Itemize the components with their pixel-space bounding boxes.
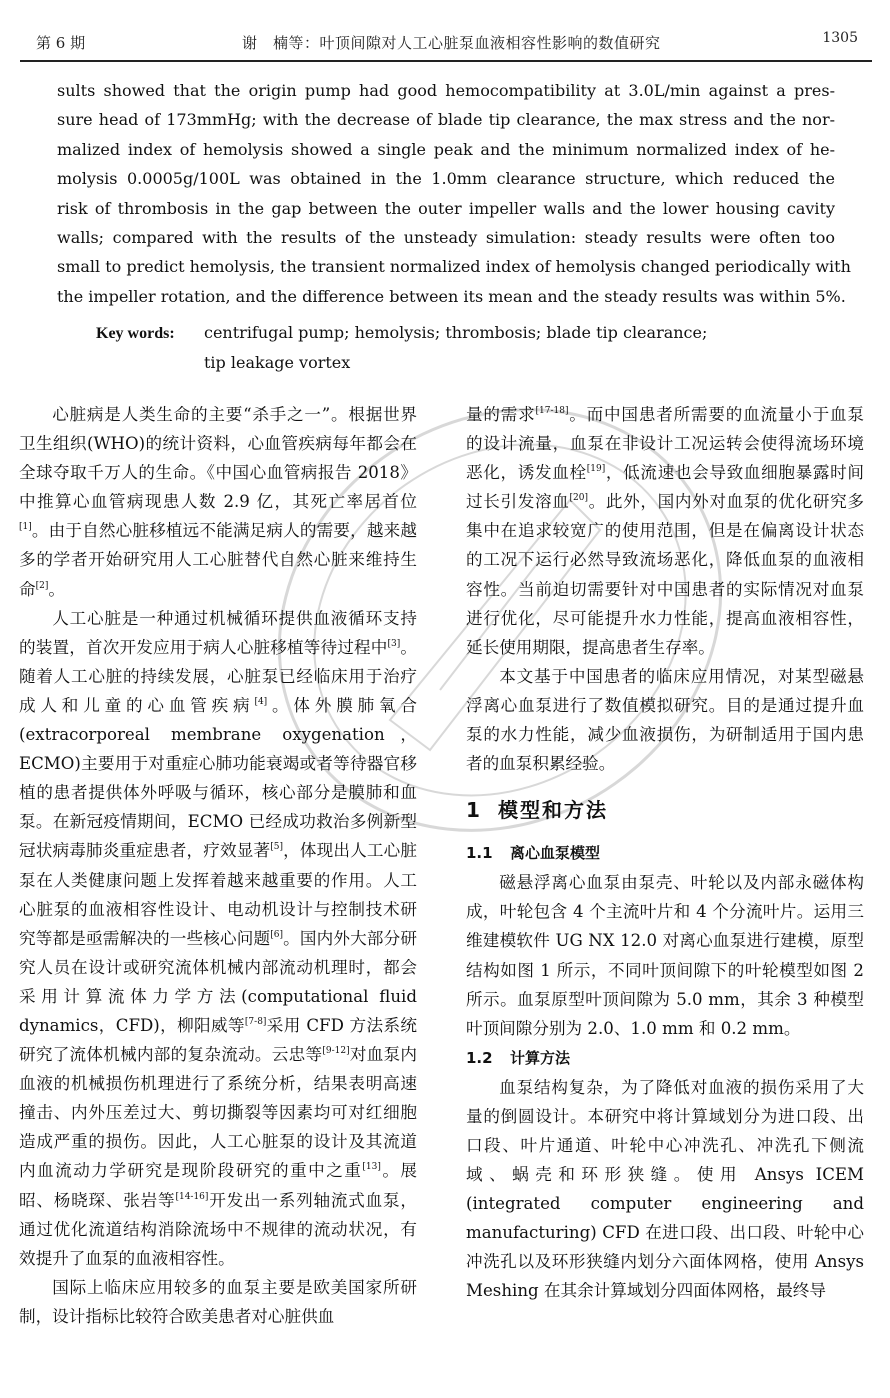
keywords-list: centrifugal pump; hemolysis; thrombosis; blade tip clearance; bbox=[204, 323, 708, 342]
abstract-line: walls; compared with the results of the unsteady simulation: steady results were often too bbox=[57, 228, 835, 248]
citation[interactable]: [19] bbox=[586, 464, 606, 475]
citation[interactable]: [14-16] bbox=[175, 1191, 209, 1202]
citation[interactable]: [9-12] bbox=[322, 1046, 350, 1057]
citation[interactable]: [5] bbox=[270, 842, 283, 853]
citation[interactable]: [7-8] bbox=[244, 1016, 267, 1027]
abstract-line: sure head of 173mmHg; with the decrease of blade tip clearance, the max stress and the nor- bbox=[57, 110, 835, 130]
section-heading: 1 模型和方法 bbox=[466, 798, 608, 823]
page-number: 1305 bbox=[822, 30, 858, 46]
citation[interactable]: [20] bbox=[569, 493, 588, 504]
citation[interactable]: [6] bbox=[270, 929, 283, 940]
citation[interactable]: [4] bbox=[254, 696, 268, 707]
issue-number: 第 6 期 bbox=[36, 34, 86, 52]
abstract-line: risk of thrombosis in the gap between the outer impeller walls and the lower housing cavity bbox=[57, 198, 835, 218]
abstract-line: malized index of hemolysis showed a single peak and the minimum normalized index of he- bbox=[57, 139, 835, 159]
abstract-line: the impeller rotation, and the difference between its mean and the steady results was within 5%. bbox=[57, 286, 846, 306]
paragraph: 人工心脏是一种通过机械循环提供血液循环支持的装置，首次开发应用于病人心脏移植等待过程中[3]。随着人工心脏的持续发展，心脏泵已经临床用于治疗成人和儿童的心血管疾病[4]。体外膜肺氧合(extracorporeal membrane oxygenation，ECMO)主要用于对重症心肺功能衰竭或者等待器官移植的患者提供体外呼吸与循环，核心部分是膜肺和血泵。在新冠疫情期间，ECMO 已经成功救治多例新型冠状病毒肺炎重症患者，疗效显著[5]，体现出人工心脏泵在人类健康问题上发挥着越来越重要的作用。人工心脏泵的血液相容性设计、电动机设计与控制技术研究等都是亟需解决的一些核心问题[6]。国内外大部分研究人员在设计或研究流体机械内部流动机理时，都会采用计算流体力学方法(computational fluid dynamics，CFD)，柳阳威等[7-8]采用 CFD 方法系统研究了流体机械内部的复杂流动。云忠等[9-12]对血泵内血液的机械损伤机理进行了系统分析，结果表明高速撞击、内外压差过大、剪切撕裂等因素均可对红细胞造成严重的损伤。因此，人工心脏泵的设计及其流道内血流动力学研究是现阶段研究的重中之重[13]。展昭、杨晓琛、张岩等[14-16]开发出一系列轴流式血泵，通过优化流道结构消除流场中不规律的流动状况，有效提升了血泵的血液相容性。 bbox=[19, 608, 418, 1268]
subsection-heading: 1.2 计算方法 bbox=[466, 1048, 571, 1067]
citation[interactable]: [13] bbox=[362, 1162, 381, 1173]
citation[interactable]: [1] bbox=[19, 522, 32, 533]
paragraph: 心脏病是人类生命的主要“杀手之一”。根据世界卫生组织(WHO)的统计资料，心血管疾病每年都会在全球夺取千万人的生命。《中国心血管病报告 2018》中推算心血管病现患人数 2.9 亿，其死亡率居首位[1]。由于自然心脏移植远不能满足病人的需要，越来越多的学者开始研究用人工心脏替代自然心脏来维持生命[2]。 bbox=[19, 405, 417, 599]
header-rule bbox=[20, 60, 872, 62]
running-title: 谢 楠等：叶顶间隙对人工心脏泵血液相容性影响的数值研究 bbox=[242, 34, 661, 52]
paragraph: 量的需求[17-18]。而中国患者所需要的血流量小于血泵的设计流量，血泵在非设计工况运转会使得流场环境恶化，诱发血栓[19]，低流速也会导致血细胞暴露时间过长引发溶血[20]。此外，国内外对血泵的优化研究多集中在追求较宽广的使用范围，但是在偏离设计状态的工况下运行必然导致流场恶化，降低血泵的血液相容性。当前迫切需要针对中国患者的实际情况对血泵进行优化，尽可能提升水力性能，提高血液相容性，延长使用期限，提高患者生存率。 bbox=[466, 405, 865, 657]
left-column bbox=[19, 400, 417, 1331]
abstract-english bbox=[57, 76, 851, 311]
keywords-label: Key words: bbox=[96, 325, 175, 342]
citation[interactable]: [17-18] bbox=[535, 406, 569, 416]
keywords bbox=[96, 318, 708, 372]
page-header bbox=[20, 28, 870, 56]
paragraph: 国际上临床应用较多的血泵主要是欧美国家所研制，设计指标比较符合欧美患者对心脏供血 bbox=[19, 1277, 417, 1326]
subsection-heading: 1.1 离心血泵模型 bbox=[466, 844, 601, 863]
citation[interactable]: [3] bbox=[387, 638, 401, 649]
citation[interactable]: [2] bbox=[35, 580, 49, 591]
paragraph: 磁悬浮离心血泵由泵壳、叶轮以及内部永磁体构成，叶轮包含 4 个主流叶片和 4 个分流叶片。运用三维建模软件 UG NX 12.0 对离心血泵进行建模，原型结构如图 1 所示，不同叶顶间隙下的叶轮模型如图 2 所示。血泵原型叶顶间隙为 5.0 mm，其余 3 种模型叶顶间隙分别为 2.0、1.0 mm 和 0.2 mm。 bbox=[466, 873, 864, 1038]
keywords-list-continued: tip leakage vortex bbox=[204, 353, 351, 372]
right-column bbox=[466, 400, 864, 1306]
abstract-line: molysis 0.0005g/100L was obtained in the 1.0mm clearance structure, which reduced the bbox=[57, 169, 835, 189]
abstract-line: small to predict hemolysis, the transient normalized index of hemolysis changed periodically with bbox=[57, 257, 851, 277]
paragraph: 血泵结构复杂，为了降低对血液的损伤采用了大量的倒圆设计。本研究中将计算域划分为进口段、出口段、叶片通道、叶轮中心冲洗孔、冲洗孔下侧流域、蜗壳和环形狭缝。使用 Ansys ICEM (integrated computer engineering and manufacturing) CFD 在进口段、出口段、叶轮中心冲洗孔以及环形狭缝内划分六面体网格，使用 Ansys Meshing 在其余计算域划分四面体网格，最终导 bbox=[466, 1077, 864, 1301]
abstract-line: sults showed that the origin pump had good hemocompatibility at 3.0L/min against a pres- bbox=[57, 81, 835, 100]
paragraph: 本文基于中国患者的临床应用情况，对某型磁悬浮离心血泵进行了数值模拟研究。目的是通过提升血泵的水力性能，减少血液损伤，为研制适用于国内患者的血泵积累经验。 bbox=[466, 666, 864, 774]
